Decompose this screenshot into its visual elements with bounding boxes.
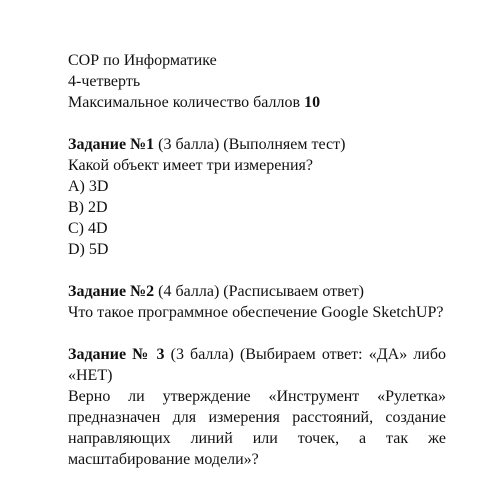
task1-heading	[68, 134, 446, 155]
task3-question: Верно ли утверждение «Инструмент «Рулетка» предназначен для измерения расстояний, создание направляющих линий или точек, а так же масштабирование модели»?	[68, 388, 446, 468]
task1-title: Задание №1	[68, 136, 155, 153]
doc-title: СОР по Информатике	[68, 52, 217, 69]
task1-option-a: A) 3D	[68, 178, 109, 195]
max-points-line	[68, 92, 446, 113]
spacer	[68, 113, 446, 134]
task2-title: Задание №2	[68, 283, 155, 300]
task2-question: Что такое программное обеспечение Google SketchUP?	[68, 304, 444, 321]
task2-heading	[68, 281, 446, 302]
task1-option-b: B) 2D	[68, 199, 108, 216]
task1-note: (3 балла) (Выполняем тест)	[154, 136, 346, 153]
max-points-value: 10	[304, 94, 321, 111]
task1-option-c: C) 4D	[68, 220, 108, 237]
spacer	[68, 323, 446, 344]
task2-note: (4 балла) (Расписываем ответ)	[154, 283, 365, 300]
quarter-label: 4-четверть	[68, 73, 141, 90]
task1-option-d: D) 5D	[68, 241, 109, 258]
task3-title: Задание № 3	[68, 346, 165, 363]
max-points-label: Максимальное количество баллов	[68, 94, 305, 111]
spacer	[68, 260, 446, 281]
task3-heading	[68, 344, 446, 386]
document-page	[68, 50, 446, 470]
task3-note: (3 балла) (Выбираем ответ: «ДА» либо «НЕТ)	[68, 346, 447, 384]
task1-question: Какой объект имеет три измерения?	[68, 157, 313, 174]
